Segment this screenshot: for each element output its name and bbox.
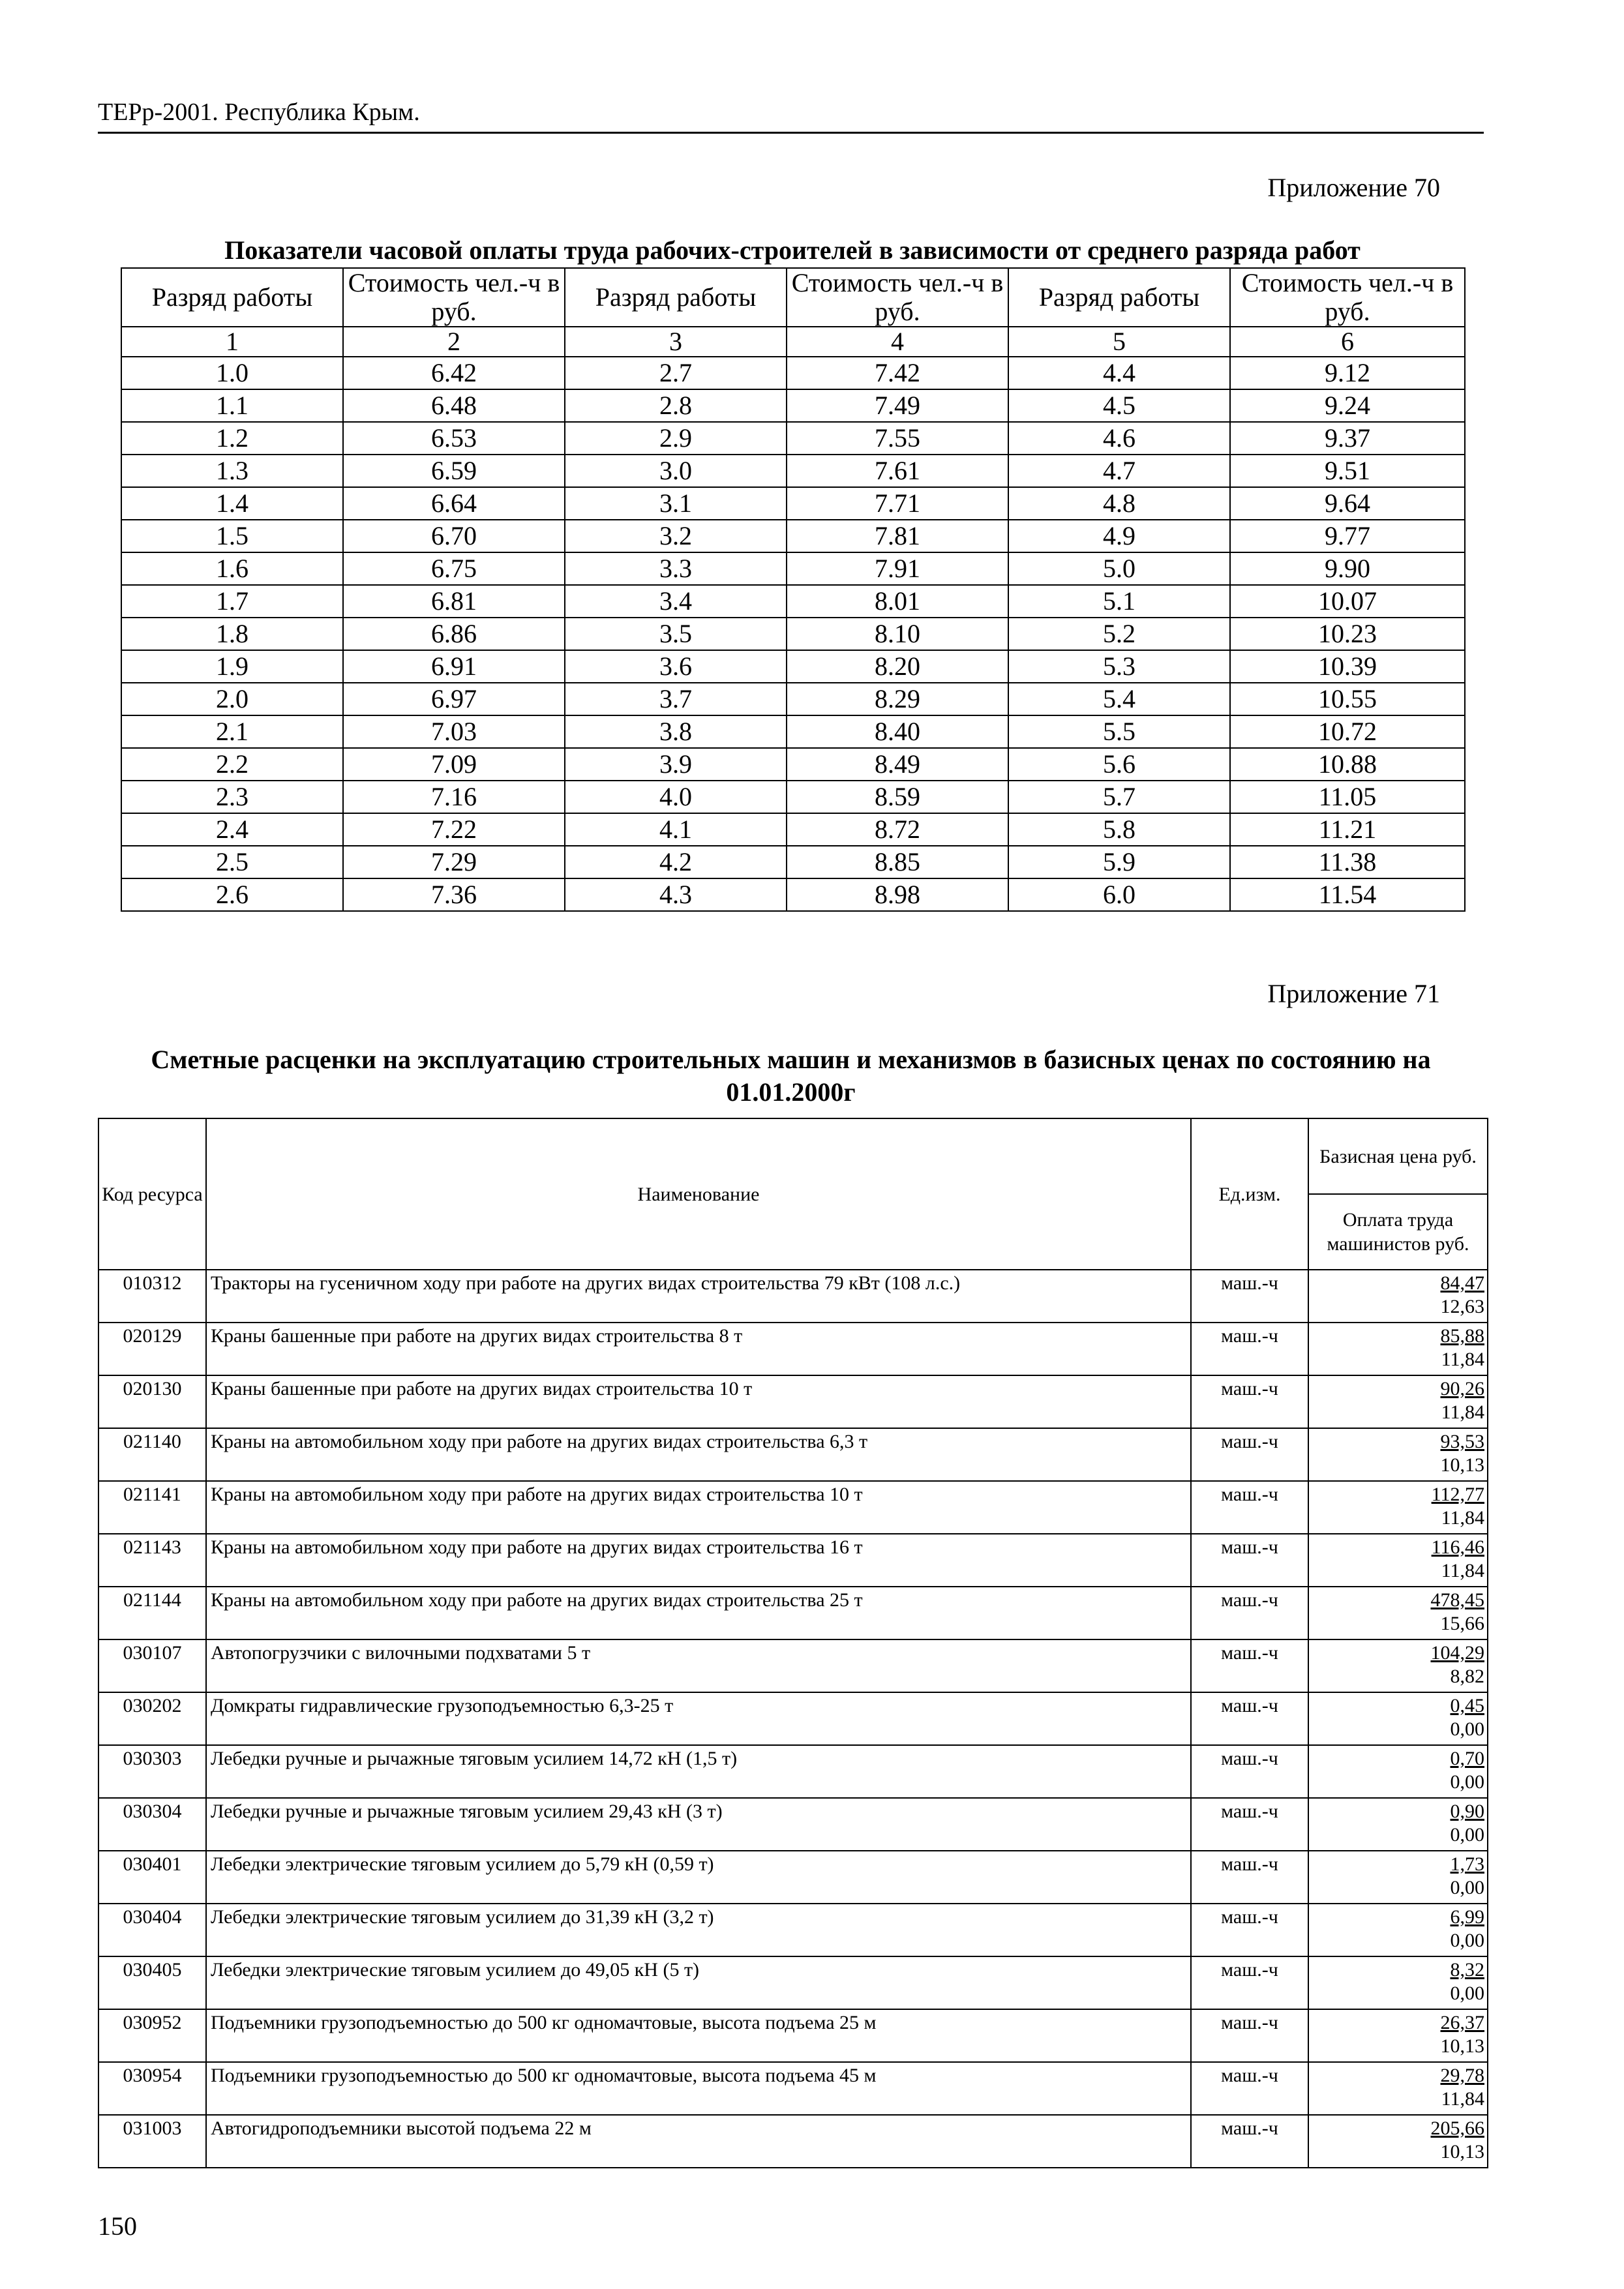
unit: маш.-ч xyxy=(1191,1639,1308,1692)
price-cell xyxy=(1308,1587,1488,1639)
table-row xyxy=(121,683,1465,715)
base-price: 0,45 xyxy=(1450,1695,1484,1716)
table-row xyxy=(121,813,1465,846)
wage-rates-table xyxy=(121,267,1466,912)
grade-cell: 5.5 xyxy=(1008,715,1230,748)
base-price: 85,88 xyxy=(1440,1325,1484,1347)
table-row xyxy=(121,618,1465,650)
grade-cell: 2.1 xyxy=(121,715,343,748)
cost-cell: 7.22 xyxy=(343,813,565,846)
cost-cell: 9.51 xyxy=(1230,455,1465,487)
cost-cell: 6.81 xyxy=(343,585,565,618)
cost-cell: 8.72 xyxy=(787,813,1008,846)
appendix-71-label: Приложение 71 xyxy=(1267,979,1440,1008)
grade-cell: 4.9 xyxy=(1008,520,1230,552)
table-row xyxy=(121,585,1465,618)
cost-cell: 11.54 xyxy=(1230,878,1465,911)
base-price: 8,32 xyxy=(1450,1959,1484,1981)
cost-cell: 10.23 xyxy=(1230,618,1465,650)
operator-wage: 0,00 xyxy=(1450,1824,1484,1846)
base-price: 205,66 xyxy=(1430,2117,1484,2139)
resource-code: 021144 xyxy=(98,1587,206,1639)
grade-cell: 5.0 xyxy=(1008,552,1230,585)
table-row xyxy=(98,2062,1488,2115)
unit: маш.-ч xyxy=(1191,1323,1308,1375)
unit: маш.-ч xyxy=(1191,2115,1308,2168)
cost-cell: 7.61 xyxy=(787,455,1008,487)
cost-cell: 10.55 xyxy=(1230,683,1465,715)
table-row xyxy=(98,1375,1488,1428)
base-price: 26,37 xyxy=(1440,2012,1484,2033)
col-number: 3 xyxy=(565,327,787,357)
cost-cell: 7.49 xyxy=(787,389,1008,422)
operator-wage: 0,00 xyxy=(1450,1718,1484,1740)
cost-cell: 10.72 xyxy=(1230,715,1465,748)
grade-cell: 4.0 xyxy=(565,781,787,813)
operator-wage: 0,00 xyxy=(1450,1877,1484,1898)
cost-cell: 9.77 xyxy=(1230,520,1465,552)
base-price: 104,29 xyxy=(1430,1642,1484,1664)
machine-rates-table xyxy=(98,1118,1488,2168)
unit: маш.-ч xyxy=(1191,1375,1308,1428)
resource-name: Краны на автомобильном ходу при работе на других видах строительства 6,3 т xyxy=(206,1428,1191,1481)
table-row xyxy=(98,1639,1488,1692)
resource-name: Краны башенные при работе на других видах строительства 10 т xyxy=(206,1375,1191,1428)
resource-code: 030954 xyxy=(98,2062,206,2115)
grade-cell: 1.8 xyxy=(121,618,343,650)
cost-cell: 9.12 xyxy=(1230,357,1465,389)
resource-code: 031003 xyxy=(98,2115,206,2168)
grade-cell: 1.2 xyxy=(121,422,343,455)
price-cell xyxy=(1308,1798,1488,1851)
col-number: 6 xyxy=(1230,327,1465,357)
table-row xyxy=(98,1956,1488,2009)
cost-cell: 8.20 xyxy=(787,650,1008,683)
cost-cell: 7.29 xyxy=(343,846,565,878)
cost-cell: 7.03 xyxy=(343,715,565,748)
resource-code: 021140 xyxy=(98,1428,206,1481)
grade-cell: 3.9 xyxy=(565,748,787,781)
resource-code: 030107 xyxy=(98,1639,206,1692)
grade-cell: 5.6 xyxy=(1008,748,1230,781)
resource-code: 030202 xyxy=(98,1692,206,1745)
table-row xyxy=(121,552,1465,585)
grade-cell: 4.3 xyxy=(565,878,787,911)
resource-code: 020129 xyxy=(98,1323,206,1375)
table-row xyxy=(121,650,1465,683)
resource-code: 021143 xyxy=(98,1534,206,1587)
resource-name: Краны на автомобильном ходу при работе на других видах строительства 10 т xyxy=(206,1481,1191,1534)
machine-table-header-row xyxy=(98,1118,1488,1194)
cost-cell: 7.55 xyxy=(787,422,1008,455)
base-price: 6,99 xyxy=(1450,1906,1484,1928)
header-resource-code: Код ресурса xyxy=(98,1118,206,1270)
wage-table-header-row xyxy=(121,268,1465,327)
cost-cell: 6.59 xyxy=(343,455,565,487)
cost-cell: 10.07 xyxy=(1230,585,1465,618)
cost-cell: 6.53 xyxy=(343,422,565,455)
col-number: 2 xyxy=(343,327,565,357)
table-row xyxy=(98,2009,1488,2062)
grade-cell: 1.9 xyxy=(121,650,343,683)
header-cost-2: Стоимость чел.-ч в руб. xyxy=(787,268,1008,327)
cost-cell: 11.05 xyxy=(1230,781,1465,813)
table-row xyxy=(98,1692,1488,1745)
table-row xyxy=(121,748,1465,781)
grade-cell: 4.4 xyxy=(1008,357,1230,389)
table-row xyxy=(121,781,1465,813)
resource-code: 030952 xyxy=(98,2009,206,2062)
base-price: 116,46 xyxy=(1431,1536,1484,1558)
resource-name: Краны на автомобильном ходу при работе на других видах строительства 16 т xyxy=(206,1534,1191,1587)
resource-code: 030405 xyxy=(98,1956,206,2009)
base-price: 0,70 xyxy=(1450,1748,1484,1769)
operator-wage: 12,63 xyxy=(1440,1296,1484,1317)
cost-cell: 9.24 xyxy=(1230,389,1465,422)
grade-cell: 3.5 xyxy=(565,618,787,650)
grade-cell: 2.4 xyxy=(121,813,343,846)
header-grade-2: Разряд работы xyxy=(565,268,787,327)
grade-cell: 2.0 xyxy=(121,683,343,715)
cost-cell: 9.64 xyxy=(1230,487,1465,520)
grade-cell: 5.9 xyxy=(1008,846,1230,878)
table-row xyxy=(98,1904,1488,1956)
cost-cell: 8.29 xyxy=(787,683,1008,715)
unit: маш.-ч xyxy=(1191,1745,1308,1798)
unit: маш.-ч xyxy=(1191,1534,1308,1587)
cost-cell: 7.09 xyxy=(343,748,565,781)
grade-cell: 1.4 xyxy=(121,487,343,520)
grade-cell: 4.6 xyxy=(1008,422,1230,455)
grade-cell: 3.4 xyxy=(565,585,787,618)
table-row xyxy=(98,1481,1488,1534)
table-row xyxy=(98,1534,1488,1587)
base-price: 478,45 xyxy=(1430,1589,1484,1611)
price-cell xyxy=(1308,1851,1488,1904)
page-number: 150 xyxy=(98,2211,137,2241)
header-unit: Ед.изм. xyxy=(1191,1118,1308,1270)
base-price: 112,77 xyxy=(1431,1484,1484,1505)
appendix-70-label: Приложение 70 xyxy=(1267,173,1440,202)
resource-code: 030401 xyxy=(98,1851,206,1904)
grade-cell: 3.2 xyxy=(565,520,787,552)
resource-code: 010312 xyxy=(98,1270,206,1323)
operator-wage: 10,13 xyxy=(1440,1454,1484,1476)
cost-cell: 9.90 xyxy=(1230,552,1465,585)
price-cell xyxy=(1308,1481,1488,1534)
cost-cell: 11.21 xyxy=(1230,813,1465,846)
price-cell xyxy=(1308,1428,1488,1481)
wage-table-body xyxy=(121,357,1465,911)
cost-cell: 11.38 xyxy=(1230,846,1465,878)
operator-wage: 0,00 xyxy=(1450,1930,1484,1951)
grade-cell: 4.8 xyxy=(1008,487,1230,520)
grade-cell: 1.7 xyxy=(121,585,343,618)
unit: маш.-ч xyxy=(1191,1851,1308,1904)
base-price: 84,47 xyxy=(1440,1272,1484,1294)
header-cost-1: Стоимость чел.-ч в руб. xyxy=(343,268,565,327)
grade-cell: 2.9 xyxy=(565,422,787,455)
table-row xyxy=(121,455,1465,487)
grade-cell: 5.2 xyxy=(1008,618,1230,650)
cost-cell: 6.86 xyxy=(343,618,565,650)
operator-wage: 10,13 xyxy=(1440,2035,1484,2057)
resource-name: Автопогрузчики с вилочными подхватами 5 т xyxy=(206,1639,1191,1692)
grade-cell: 6.0 xyxy=(1008,878,1230,911)
price-cell xyxy=(1308,1534,1488,1587)
table-row xyxy=(98,1798,1488,1851)
operator-wage: 0,00 xyxy=(1450,1982,1484,2004)
cost-cell: 6.42 xyxy=(343,357,565,389)
header-operator-wages: Оплата труда машинистов руб. xyxy=(1308,1194,1488,1270)
unit: маш.-ч xyxy=(1191,2062,1308,2115)
price-cell xyxy=(1308,1375,1488,1428)
cost-cell: 8.85 xyxy=(787,846,1008,878)
cost-cell: 7.42 xyxy=(787,357,1008,389)
wage-table-colnum-row xyxy=(121,327,1465,357)
machine-table-body xyxy=(98,1270,1488,2168)
unit: маш.-ч xyxy=(1191,1587,1308,1639)
appendix-70-title: Показатели часовой оплаты труда рабочих-строителей в зависимости от среднего разряда работ xyxy=(224,235,1361,265)
operator-wage: 0,00 xyxy=(1450,1771,1484,1793)
cost-cell: 9.37 xyxy=(1230,422,1465,455)
resource-name: Подъемники грузоподъемностью до 500 кг одномачтовые, высота подъема 25 м xyxy=(206,2009,1191,2062)
cost-cell: 8.59 xyxy=(787,781,1008,813)
cost-cell: 10.88 xyxy=(1230,748,1465,781)
base-price: 0,90 xyxy=(1450,1801,1484,1822)
resource-name: Тракторы на гусеничном ходу при работе на других видах строительства 79 кВт (108 л.с.) xyxy=(206,1270,1191,1323)
table-row xyxy=(121,487,1465,520)
cost-cell: 8.98 xyxy=(787,878,1008,911)
price-cell xyxy=(1308,1745,1488,1798)
grade-cell: 2.8 xyxy=(565,389,787,422)
operator-wage: 11,84 xyxy=(1441,1560,1484,1581)
table-row xyxy=(98,1851,1488,1904)
appendix-71-title: Сметные расценки на эксплуатацию строительных машин и механизмов в базисных ценах по состоянию на 01.01.2000г xyxy=(151,1045,1431,1107)
unit: маш.-ч xyxy=(1191,1956,1308,2009)
table-row xyxy=(121,715,1465,748)
grade-cell: 2.6 xyxy=(121,878,343,911)
resource-name: Лебедки электрические тяговым усилием до 5,79 кН (0,59 т) xyxy=(206,1851,1191,1904)
unit: маш.-ч xyxy=(1191,1904,1308,1956)
resource-code: 021141 xyxy=(98,1481,206,1534)
cost-cell: 6.97 xyxy=(343,683,565,715)
grade-cell: 4.5 xyxy=(1008,389,1230,422)
grade-cell: 3.1 xyxy=(565,487,787,520)
col-number: 1 xyxy=(121,327,343,357)
resource-code: 030404 xyxy=(98,1904,206,1956)
unit: маш.-ч xyxy=(1191,1481,1308,1534)
operator-wage: 11,84 xyxy=(1441,1507,1484,1529)
col-number: 4 xyxy=(787,327,1008,357)
cost-cell: 8.10 xyxy=(787,618,1008,650)
header-grade-3: Разряд работы xyxy=(1008,268,1230,327)
cost-cell: 7.81 xyxy=(787,520,1008,552)
base-price: 90,26 xyxy=(1440,1378,1484,1399)
col-number: 5 xyxy=(1008,327,1230,357)
grade-cell: 4.7 xyxy=(1008,455,1230,487)
price-cell xyxy=(1308,1270,1488,1323)
grade-cell: 5.3 xyxy=(1008,650,1230,683)
resource-name: Лебедки электрические тяговым усилием до 49,05 кН (5 т) xyxy=(206,1956,1191,2009)
grade-cell: 5.4 xyxy=(1008,683,1230,715)
price-cell xyxy=(1308,2115,1488,2168)
grade-cell: 2.5 xyxy=(121,846,343,878)
table-row xyxy=(121,389,1465,422)
unit: маш.-ч xyxy=(1191,2009,1308,2062)
table-row xyxy=(98,2115,1488,2168)
grade-cell: 3.6 xyxy=(565,650,787,683)
cost-cell: 8.40 xyxy=(787,715,1008,748)
resource-name: Лебедки ручные и рычажные тяговым усилием 29,43 кН (3 т) xyxy=(206,1798,1191,1851)
resource-name: Автогидроподъемники высотой подъема 22 м xyxy=(206,2115,1191,2168)
operator-wage: 15,66 xyxy=(1440,1613,1484,1634)
header-base-price: Базисная цена руб. xyxy=(1308,1118,1488,1194)
resource-name: Краны на автомобильном ходу при работе на других видах строительства 25 т xyxy=(206,1587,1191,1639)
grade-cell: 3.8 xyxy=(565,715,787,748)
cost-cell: 6.70 xyxy=(343,520,565,552)
grade-cell: 2.7 xyxy=(565,357,787,389)
cost-cell: 7.36 xyxy=(343,878,565,911)
cost-cell: 6.48 xyxy=(343,389,565,422)
table-row xyxy=(121,520,1465,552)
table-row xyxy=(121,422,1465,455)
grade-cell: 3.7 xyxy=(565,683,787,715)
resource-name: Лебедки ручные и рычажные тяговым усилием 14,72 кН (1,5 т) xyxy=(206,1745,1191,1798)
grade-cell: 5.7 xyxy=(1008,781,1230,813)
grade-cell: 2.3 xyxy=(121,781,343,813)
cost-cell: 6.75 xyxy=(343,552,565,585)
cost-cell: 7.71 xyxy=(787,487,1008,520)
cost-cell: 6.64 xyxy=(343,487,565,520)
table-row xyxy=(98,1428,1488,1481)
resource-code: 020130 xyxy=(98,1375,206,1428)
table-row xyxy=(98,1587,1488,1639)
resource-name: Подъемники грузоподъемностью до 500 кг одномачтовые, высота подъема 45 м xyxy=(206,2062,1191,2115)
grade-cell: 1.6 xyxy=(121,552,343,585)
resource-name: Краны башенные при работе на других видах строительства 8 т xyxy=(206,1323,1191,1375)
table-row xyxy=(121,357,1465,389)
unit: маш.-ч xyxy=(1191,1428,1308,1481)
grade-cell: 3.0 xyxy=(565,455,787,487)
price-cell xyxy=(1308,1692,1488,1745)
table-row xyxy=(98,1745,1488,1798)
document-header: ТЕРр-2001. Республика Крым. xyxy=(98,98,1484,134)
header-name: Наименование xyxy=(206,1118,1191,1270)
table-row xyxy=(98,1270,1488,1323)
grade-cell: 4.1 xyxy=(565,813,787,846)
grade-cell: 3.3 xyxy=(565,552,787,585)
table-row xyxy=(121,846,1465,878)
cost-cell: 7.16 xyxy=(343,781,565,813)
price-cell xyxy=(1308,1323,1488,1375)
grade-cell: 1.5 xyxy=(121,520,343,552)
grade-cell: 4.2 xyxy=(565,846,787,878)
table-row xyxy=(121,878,1465,911)
cost-cell: 8.01 xyxy=(787,585,1008,618)
resource-name: Лебедки электрические тяговым усилием до 31,39 кН (3,2 т) xyxy=(206,1904,1191,1956)
grade-cell: 2.2 xyxy=(121,748,343,781)
operator-wage: 11,84 xyxy=(1441,1349,1484,1370)
price-cell xyxy=(1308,2062,1488,2115)
unit: маш.-ч xyxy=(1191,1798,1308,1851)
price-cell xyxy=(1308,2009,1488,2062)
price-cell xyxy=(1308,1956,1488,2009)
operator-wage: 10,13 xyxy=(1440,2141,1484,2162)
grade-cell: 1.1 xyxy=(121,389,343,422)
header-cost-3: Стоимость чел.-ч в руб. xyxy=(1230,268,1465,327)
resource-name: Домкраты гидравлические грузоподъемностью 6,3-25 т xyxy=(206,1692,1191,1745)
base-price: 1,73 xyxy=(1450,1853,1484,1875)
grade-cell: 5.8 xyxy=(1008,813,1230,846)
unit: маш.-ч xyxy=(1191,1270,1308,1323)
resource-code: 030304 xyxy=(98,1798,206,1851)
base-price: 29,78 xyxy=(1440,2065,1484,2086)
cost-cell: 7.91 xyxy=(787,552,1008,585)
price-cell xyxy=(1308,1904,1488,1956)
cost-cell: 10.39 xyxy=(1230,650,1465,683)
operator-wage: 8,82 xyxy=(1450,1666,1484,1687)
operator-wage: 11,84 xyxy=(1441,1401,1484,1423)
operator-wage: 11,84 xyxy=(1441,2088,1484,2110)
base-price: 93,53 xyxy=(1440,1431,1484,1452)
header-grade-1: Разряд работы xyxy=(121,268,343,327)
cost-cell: 8.49 xyxy=(787,748,1008,781)
unit: маш.-ч xyxy=(1191,1692,1308,1745)
grade-cell: 1.0 xyxy=(121,357,343,389)
cost-cell: 6.91 xyxy=(343,650,565,683)
price-cell xyxy=(1308,1639,1488,1692)
resource-code: 030303 xyxy=(98,1745,206,1798)
grade-cell: 1.3 xyxy=(121,455,343,487)
grade-cell: 5.1 xyxy=(1008,585,1230,618)
table-row xyxy=(98,1323,1488,1375)
